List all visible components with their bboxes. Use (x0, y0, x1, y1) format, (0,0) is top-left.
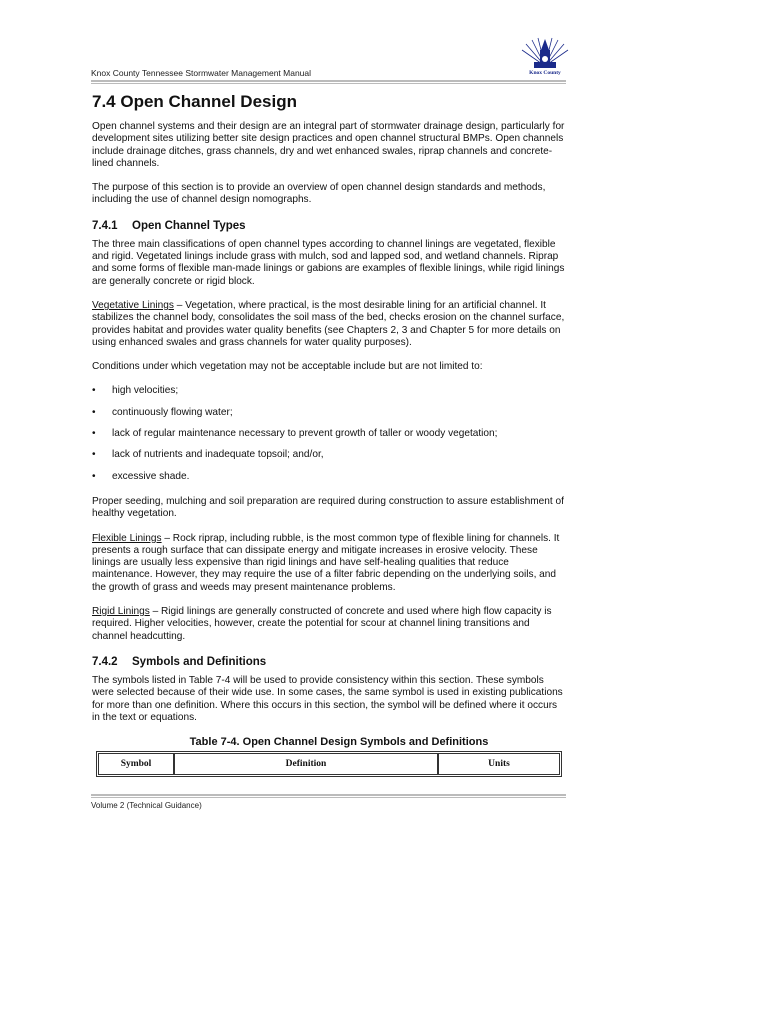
logo-caption: Knox County (529, 70, 561, 76)
list-item: • lack of regular maintenance necessary to prevent growth of taller or woody vegetation; (92, 428, 566, 440)
rigid-linings-term: Rigid Linings (92, 606, 150, 618)
column-header-definition: Definition (173, 754, 437, 774)
table-header-row (99, 754, 559, 774)
subsection-heading-symbols (92, 655, 566, 669)
subsection-number: 7.4.2 (92, 655, 118, 668)
intro-paragraph-2: The purpose of this section is to provide an overview of open channel design standards and methods, including the use of channel design nomographs. (92, 182, 546, 206)
flexible-linings-paragraph (92, 533, 566, 594)
channel-types-paragraph: The three main classifications of open channel types according to channel linings are vegetated, flexible and rigid. Vegetated linings include grass with mulch, sod and lapped sod, and wetland channels. Riprap and some forms of flexible man-made linings or gabions are examples of flexible linings, while rigid linings are generally concrete or rigid block. (92, 238, 565, 287)
intro-paragraph-1: Open channel systems and their design are an integral part of stormwater drainage design, particularly for development sites utilizing better site design practices and open channel structural BMPs. Open channels include drainage ditches, grass channels, dry and wet enhanced swales, riprap channels and concrete-lined channels. (92, 121, 565, 169)
table-caption: Table 7-4. Open Channel Design Symbols and Definitions (189, 736, 489, 749)
vegetative-linings-term: Vegetative Linings (92, 299, 174, 311)
column-header-symbol: Symbol (120, 759, 152, 770)
main-content (92, 92, 566, 777)
symbols-table (96, 751, 562, 777)
rigid-linings-paragraph (92, 606, 566, 643)
running-header: Knox County Tennessee Stormwater Management Manual (91, 68, 312, 78)
running-footer: Volume 2 (Technical Guidance) (91, 801, 202, 810)
conditions-paragraph: Conditions under which vegetation may not be acceptable include but are not limited to: (92, 361, 483, 373)
flexible-linings-text: – Rock riprap, including rubble, is the most common type of flexible lining for channels. It presents a rough surface that can dissipate energy and mitigate increases in erosive velocity. These linings are usually less expensive than rigid linings and have self-healing qualities that reduce maintenance. However, they may require the use of a filter fabric depending on the underlying soils, and the growth of grass and weeds may present maintenance problems. (92, 532, 560, 593)
vegetative-linings-paragraph (92, 300, 566, 349)
subsection-title: Symbols and Definitions (132, 655, 267, 668)
list-item: • high velocities; (92, 385, 566, 397)
vegetative-linings-text: – Vegetation, where practical, is the most desirable lining for an artificial channel. It stabilizes the channel body, consolidates the soil mass of the bed, checks erosion on the channel surface, provides habitat and provides water quality benefits (see Chapters 2, 3 and Chapter 5 for more details on using enhanced swales and grass channels for water quality purposes). (92, 299, 565, 348)
symbols-paragraph: The symbols listed in Table 7-4 will be used to provide consistency within this section. These symbols were selected because of their wide use. In some cases, the same symbol is used in existing publications for more than one definition. Where this occurs in this section, the symbol will be defined where it occurs in the text or equations. (92, 674, 563, 723)
section-title: 7.4 Open Channel Design (92, 92, 297, 111)
conditions-list (92, 385, 566, 482)
column-header-units: Units (437, 754, 559, 774)
flexible-linings-term: Flexible Linings (92, 532, 162, 544)
subsection-number: 7.4.1 (92, 219, 118, 232)
footer-divider (91, 794, 566, 798)
header-divider (91, 80, 566, 84)
rigid-linings-text: – Rigid linings are generally constructed of concrete and used where high flow capacity is required. Higher velocities, however, create the potential for scour at channel lining transitions and channel headcutting. (92, 606, 552, 642)
list-item: • excessive shade. (92, 471, 566, 483)
subsection-title: Open Channel Types (132, 219, 246, 232)
list-item: • lack of nutrients and inadequate topsoil; and/or, (92, 449, 566, 461)
seeding-paragraph: Proper seeding, mulching and soil preparation are required during construction to assure establishment of healthy vegetation. (92, 495, 564, 520)
subsection-heading-channel-types (92, 219, 566, 233)
list-item: • continuously flowing water; (92, 407, 566, 419)
